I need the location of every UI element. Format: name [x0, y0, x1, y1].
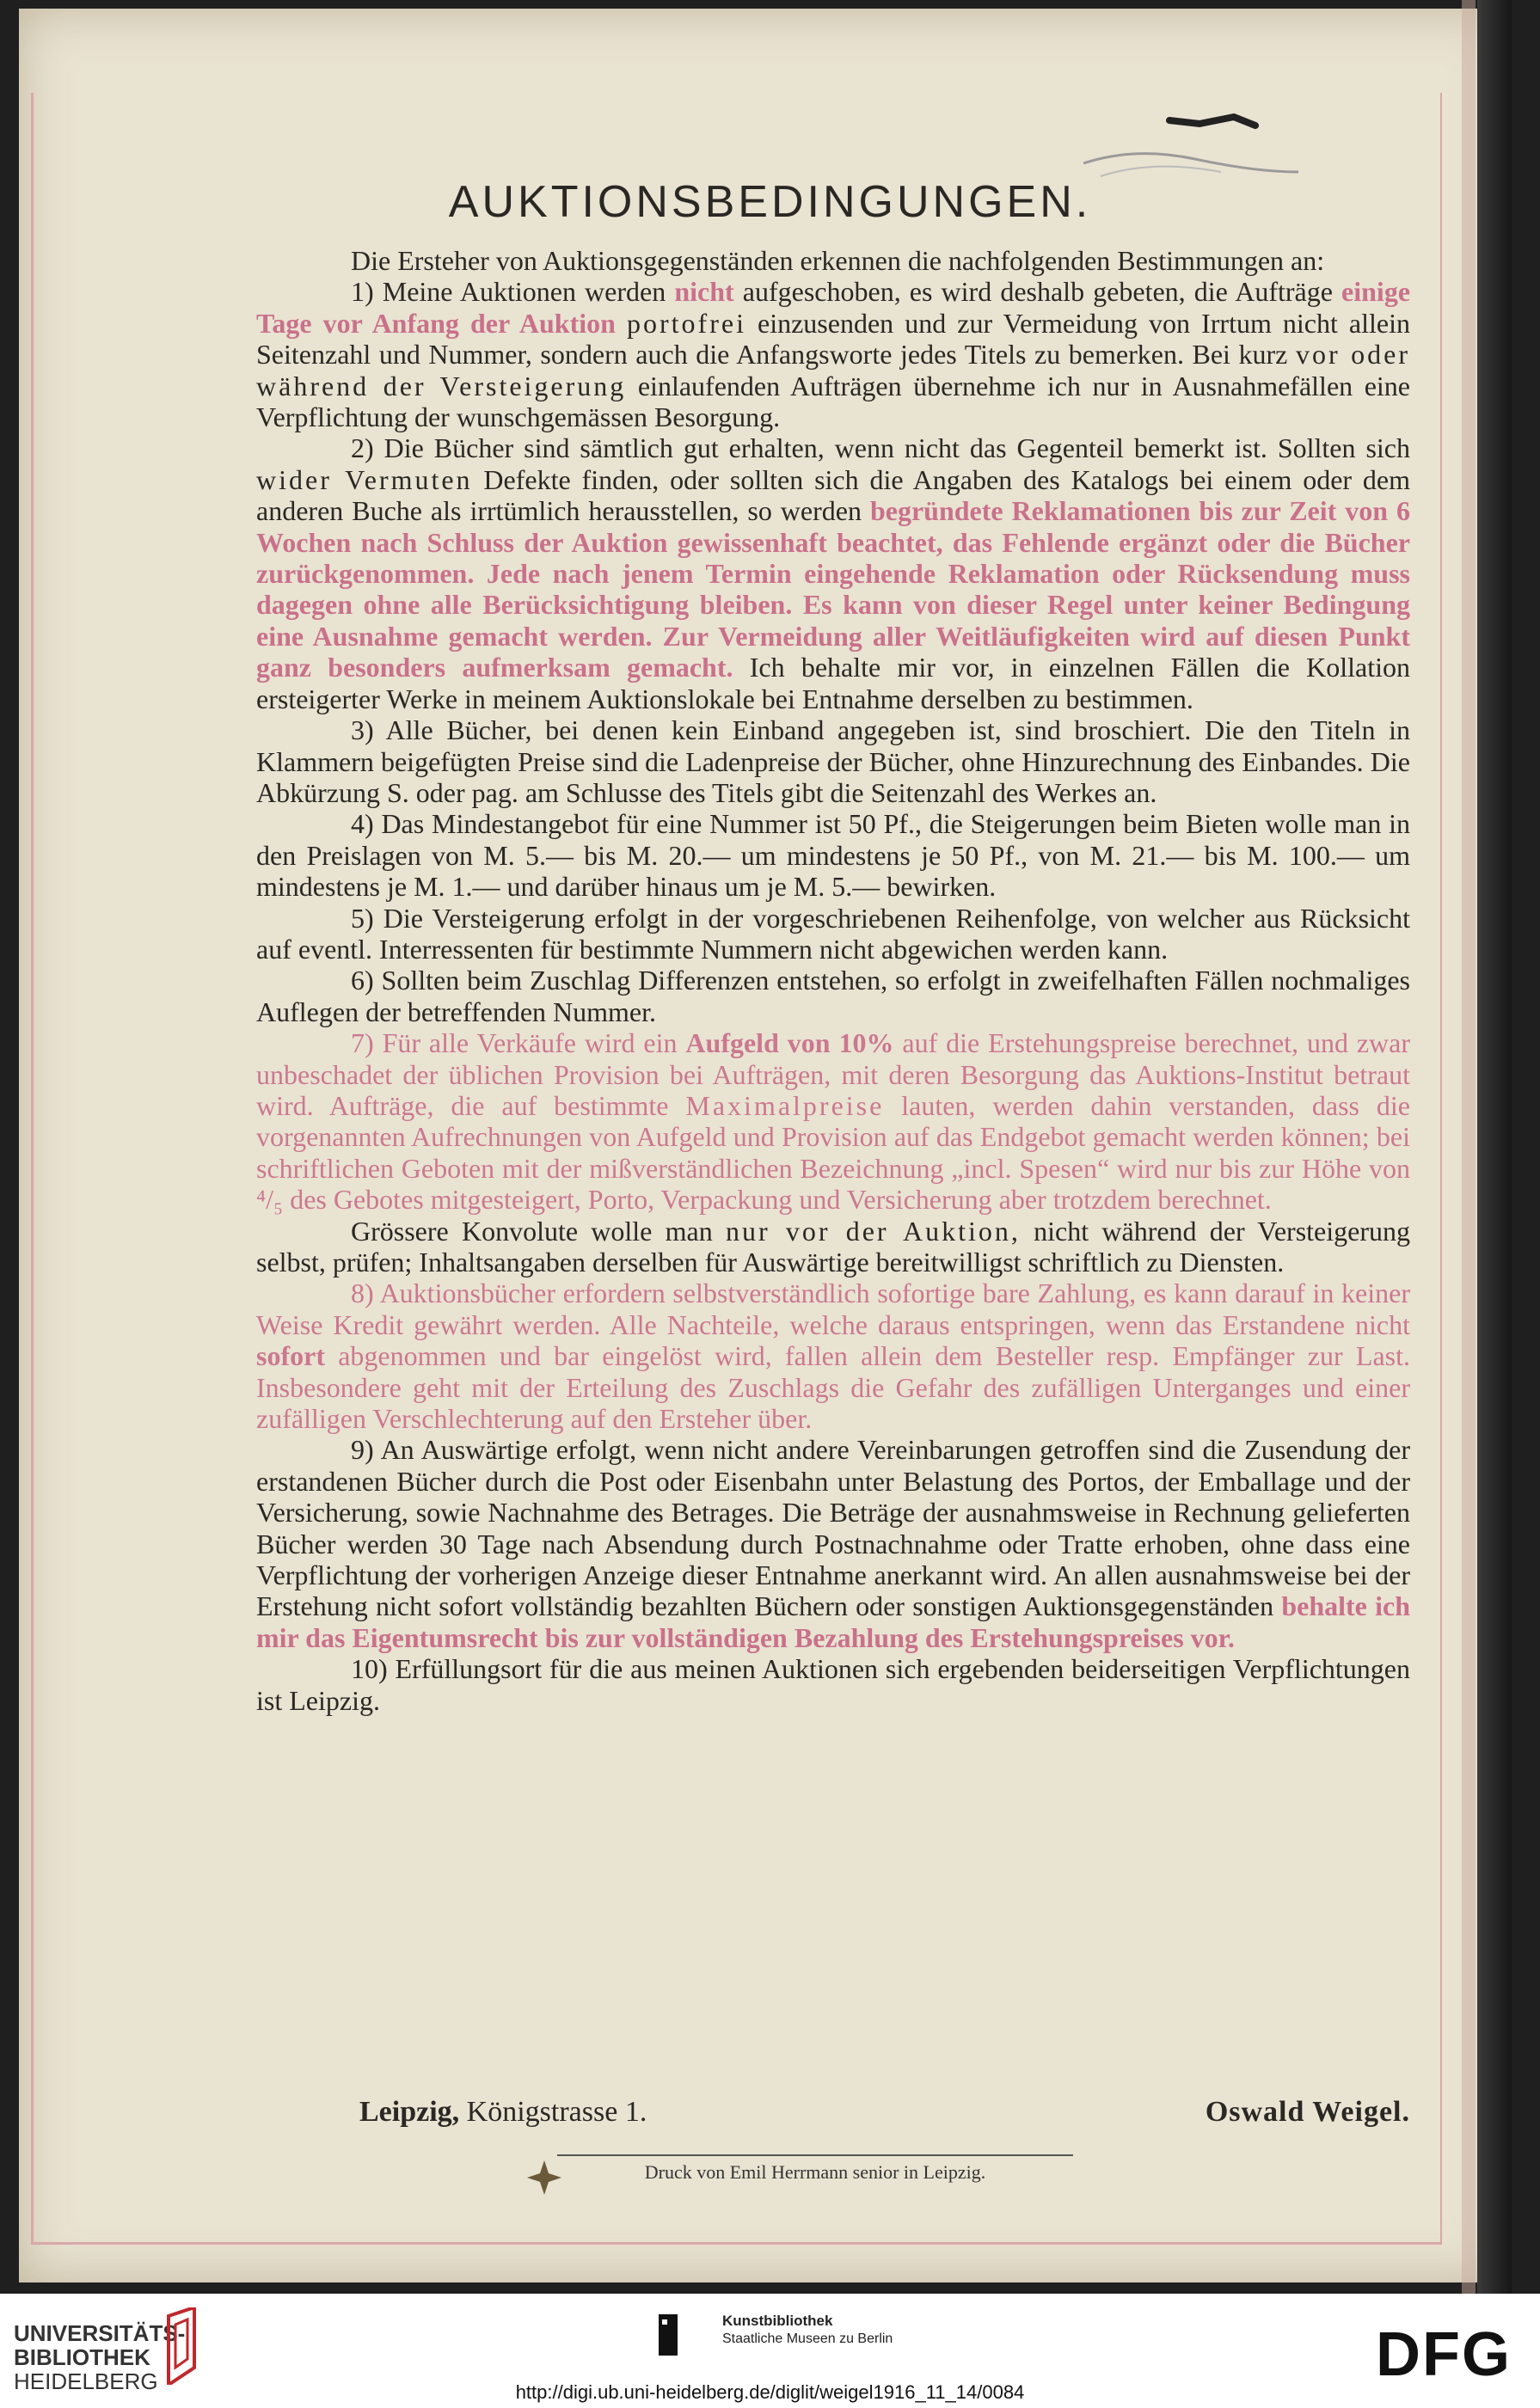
clause-10: 10) Erfüllungsort für die aus meinen Auktionen sich ergebenden beiderseitigen Verpflichtungen ist Leipzig.: [256, 1653, 1410, 1716]
clause-7: [256, 1027, 1410, 1215]
kunstbibliothek-logo[interactable]: [722, 2313, 893, 2348]
clause-8-text: 8) Auktionsbücher erfordern selbstverständlich sofortige bare Zahlung, es kann darauf in keiner Weise Kredit gewährt werden. Alle Nachteile, welche daraus entspringen, wenn das Erstandene nicht: [256, 1278, 1410, 1340]
clause-7b: [256, 1216, 1410, 1278]
ub-logo-icon: [160, 2307, 203, 2385]
clause-7-text: lauten, werden dahin verstanden, dass die vorgenannten Aufrechnungen von Aufgeld und Provision auf das Endgebot gemacht werden können; bei schriftlichen Geboten mit der mißverständlichen Bezeichnung „incl. Spesen“ wird nur bis zur Höhe von ⁴/₅ des Gebotes mitgesteigert, Porto, Verpackung und Versicherung aber trotzdem berechnet.: [256, 1089, 1411, 1216]
clause-3: 3) Alle Bücher, bei denen kein Einband angegeben ist, sind broschiert. Die den Titeln in Klammern beigefügten Preise sind die Ladenpreise der Bücher, ohne Hinzurechnung des Einbandes. Die Abkürzung S. oder pag. am Schlusse des Titels gibt die Seitenzahl des Werkes an.: [256, 714, 1410, 808]
clause-6: 6) Sollten beim Zuschlag Differenzen entstehen, so erfolgt in zweifelhaften Fällen nochmaliges Auflegen der betreffenden Nummer.: [256, 965, 1410, 1027]
clause-2-text: 2) Die Bücher sind sämtlich gut erhalten, wenn nicht das Gegenteil bemerkt ist. Sollten sich: [351, 432, 1410, 464]
permalink-url[interactable]: http://digi.ub.uni-heidelberg.de/diglit/weigel1916_11_14/0084: [515, 2381, 1025, 2403]
kb-logo-line: Staatliche Museen zu Berlin: [722, 2331, 893, 2346]
clause-1-text: [616, 308, 627, 339]
dfg-logo[interactable]: DFG: [1376, 2320, 1512, 2389]
clause-9-text: 9) An Auswärtige erfolgt, wenn nicht andere Vereinbarungen getroffen sind die Zusendung der erstandenen Bücher durch die Post oder Eisenbahn unter Belastung des Portos, der Emballage und der Versicherung, sowie Nachnahme des Betrages. Die Beträge der ausnahmsweise in Rechnung gelieferten Bücher werden 30 Tage nach Absendung durch Postnachnahme oder Tratte erhoben, ohne dass eine Verpflichtung der vorherigen Anzeige dieser Entnahme anerkannt wird. An allen ausnahmsweise bei der Erstehung nicht sofort vollständig bezahlten Büchern oder sonstigen Auktionsgegenständen: [256, 1434, 1410, 1622]
clause-7-spaced: Maximalpreise: [685, 1089, 885, 1121]
clause-1: [256, 276, 1410, 432]
document-body: [256, 245, 1410, 1716]
clause-1-text: 1) Meine Auktionen werden: [351, 276, 675, 308]
printer-imprint: Druck von Emil Herrmann senior in Leipzig.: [557, 2154, 1073, 2184]
clause-9: [256, 1434, 1410, 1653]
clause-9-red: behalte ich mir das Eigentumsrecht bis zur vollständigen Bezahlung des Erstehungspreises vor.: [256, 1590, 1411, 1653]
clause-1-red: einige Tage vor Anfang der Auktion: [256, 276, 1411, 339]
clause-7b-spaced: nur vor der Auktion,: [725, 1215, 1021, 1247]
clause-2-text: Defekte finden, oder sollten sich die Angaben des Katalogs bei einem oder dem anderen Buche als irrtümlich herausstellen, so werden: [256, 463, 1411, 527]
clause-1-text: einzusenden und zur Vermeidung von Irrtum nicht allein Seitenzahl und Nummer, sondern auch die Anfangsworte jedes Titels zu bemerken. Bei kurz: [256, 307, 1411, 371]
binding-edge: [1477, 0, 1512, 2294]
clause-7b-text: Grössere Konvolute wolle man: [351, 1215, 726, 1247]
kunstbibliothek-logo-icon: [657, 2311, 712, 2359]
clause-7b-text: nicht während der Versteigerung selbst, prüfen; Inhaltsangaben derselben für Auswärtige bereitwilligst schriftlich zu Diensten.: [256, 1215, 1411, 1278]
signature-line: [359, 2096, 1410, 2129]
clause-8-text: abgenommen und bar eingelöst wird, fallen allein dem Besteller resp. Empfänger zur Last. Insbesondere geht mit der Erteilung des Zuschlags die Gefahr des zufälligen Unterganges und einer zufälligen Verschlechterung auf den Ersteher über.: [256, 1340, 1410, 1435]
clause-4: 4) Das Mindestangebot für eine Nummer ist 50 Pf., die Steigerungen beim Bieten wolle man in den Preislagen von M. 5.— bis M. 20.— um mindestens je 50 Pf., von M. 21.— bis M. 100.— um mindestens je M. 1.— und darüber hinaus um je M. 5.— bewirken.: [256, 808, 1410, 903]
clause-8-bold: sofort: [256, 1340, 325, 1372]
clause-1-text: einlaufenden Aufträgen übernehme ich nur in Ausnahmefällen eine Verpflichtung der wunschgemässen Besorgung.: [256, 370, 1411, 433]
intro-paragraph: Die Ersteher von Auktionsgegenständen erkennen die nachfolgenden Bestimmungen an:: [351, 245, 1325, 276]
clause-7-text: 7) Für alle Verkäufe wird ein: [351, 1027, 686, 1059]
binding-tape: [1462, 0, 1476, 2294]
clause-1-red: nicht: [674, 276, 734, 308]
clause-5: 5) Die Versteigerung erfolgt in der vorgeschriebenen Reihenfolge, von welcher aus Rücksicht auf eventl. Interressenten für bestimmte Nummern nicht abgewichen werden kann.: [256, 902, 1410, 965]
clause-2-red: begründete Reklamationen bis zur Zeit von 6 Wochen nach Schluss der Auktion gewissenhaft beachtet, das Fehlende ergänzt oder die Bücher zurückgenommen. Jede nach jenem Termin eingehende Reklamation oder Rücksendung muss dagegen ohne alle Berücksichtigung bleiben. Es kann von dieser Regel unter keiner Bedingung eine Ausnahme gemacht werden. Zur Vermeidung aller Weitläufigkeiten wird auf diesen Punkt ganz besonders aufmerksam gemacht.: [256, 495, 1411, 683]
ub-logo-line: BIBLIOTHEK: [14, 2344, 150, 2370]
clause-1-spaced: portofrei: [627, 307, 746, 339]
ub-logo-line: UNIVERSITÄTS-: [14, 2320, 186, 2346]
footer-name: Oswald Weigel.: [1205, 2096, 1410, 2128]
clause-1-spaced: vor oder während der Versteigerung: [256, 339, 1411, 401]
clause-2-text: Ich behalte mir vor, in einzelnen Fällen die Kollation ersteigerter Werke in meinem Auktionslokale bei Entnahme derselben zu bestimmen.: [256, 652, 1411, 714]
document-title: AUKTIONSBEDINGUNGEN.: [448, 177, 1092, 227]
footer-city: Leipzig,: [359, 2096, 460, 2128]
clause-8: [256, 1278, 1410, 1434]
clause-1-text: aufgeschoben, es wird deshalb gebeten, die Aufträge: [733, 276, 1342, 308]
clause-7-text: auf die Erstehungspreise berechnet, und zwar unbeschadet der üblichen Provision bei Aufträgen, mit deren Besorgung das Auktions-Institut betraut wird. Aufträge, die auf bestimmte: [256, 1027, 1411, 1121]
clause-2: [256, 432, 1410, 714]
clause-2-spaced: wider Vermuten: [256, 463, 473, 495]
footer-street: Königstrasse 1.: [459, 2096, 647, 2128]
kb-logo-line: Kunstbibliothek: [722, 2313, 833, 2329]
clause-7-bold: Aufgeld von 10%: [685, 1027, 894, 1059]
ub-logo-line: HEIDELBERG: [14, 2368, 158, 2394]
